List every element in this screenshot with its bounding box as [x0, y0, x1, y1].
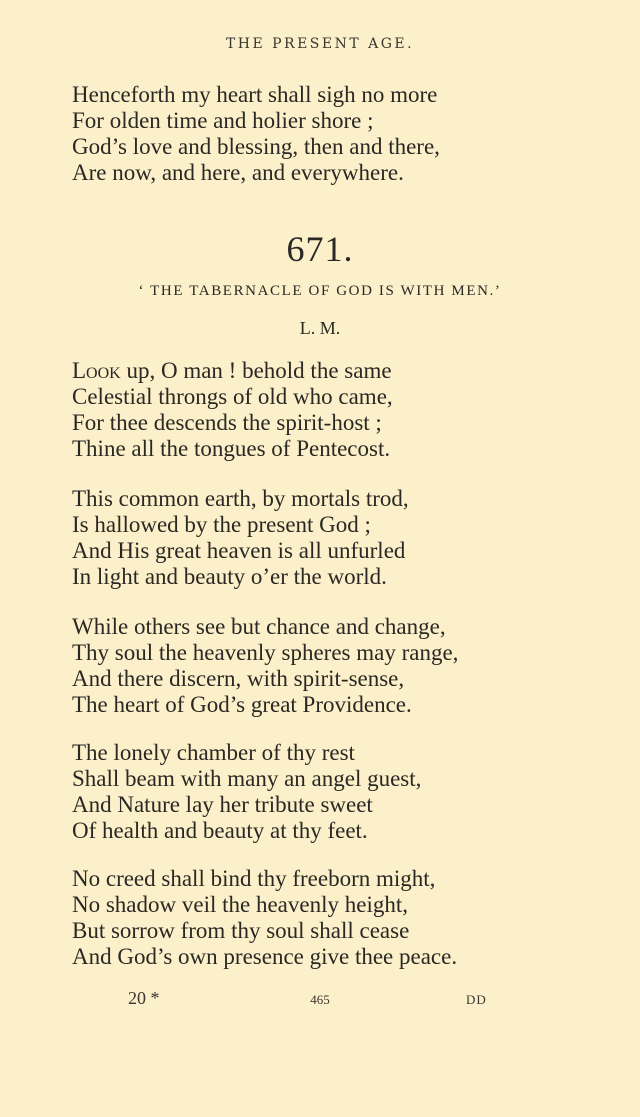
- verse-line: Shall beam with many an angel guest,: [72, 766, 422, 791]
- hymn-meter: L. M.: [299, 318, 341, 338]
- verse-line: And God’s own presence give thee peace.: [72, 944, 458, 969]
- verse-line: God’s love and blessing, then and there,: [72, 134, 440, 159]
- verse-line: The lonely chamber of thy rest: [72, 740, 355, 765]
- verse-line: Of health and beauty at thy feet.: [72, 818, 368, 843]
- stanza: [72, 740, 421, 844]
- signature-mark: 20 *: [128, 988, 160, 1008]
- verse-line: Henceforth my heart shall sigh no more: [72, 82, 438, 107]
- stanza: [72, 614, 458, 718]
- verse-line: This common earth, by mortals trod,: [72, 486, 409, 511]
- verse-line: But sorrow from thy soul shall cease: [72, 918, 410, 943]
- verse-line: Celestial throngs of old who came,: [72, 384, 393, 409]
- first-word: Look: [72, 358, 121, 383]
- verse-line: While others see but chance and change,: [72, 614, 446, 639]
- verse-line: Is hallowed by the present God ;: [72, 512, 371, 537]
- verse-line: Look up, O man ! behold the same: [72, 358, 392, 383]
- gathering-mark: DD: [466, 992, 487, 1007]
- verse-line: In light and beauty o’er the world.: [72, 564, 387, 589]
- verse-line: Thy soul the heavenly spheres may range,: [72, 640, 459, 665]
- stanza: [72, 866, 457, 970]
- hymn-title: ‘ THE TABERNACLE OF GOD IS WITH MEN.’: [138, 283, 502, 299]
- verse-line: Are now, and here, and everywhere.: [72, 160, 404, 185]
- verse-line: For thee descends the spirit-host ;: [72, 410, 382, 435]
- page-number: 465: [310, 992, 330, 1007]
- verse-line: And His great heaven is all unfurled: [72, 538, 406, 563]
- stanza: [72, 486, 409, 590]
- verse-line: Thine all the tongues of Pentecost.: [72, 436, 391, 461]
- verse-line: And there discern, with spirit-sense,: [72, 666, 405, 691]
- stanza: [72, 358, 393, 462]
- verse-line: No creed shall bind thy freeborn might,: [72, 866, 436, 891]
- verse-line: The heart of God’s great Providence.: [72, 692, 412, 717]
- running-head: THE PRESENT AGE.: [225, 36, 415, 52]
- hymn-number: 671.: [286, 229, 354, 269]
- verse-line: No shadow veil the heavenly height,: [72, 892, 408, 917]
- carryover-stanza: [72, 82, 440, 186]
- verse-line: And Nature lay her tribute sweet: [72, 792, 373, 817]
- verse-line: For olden time and holier shore ;: [72, 108, 374, 133]
